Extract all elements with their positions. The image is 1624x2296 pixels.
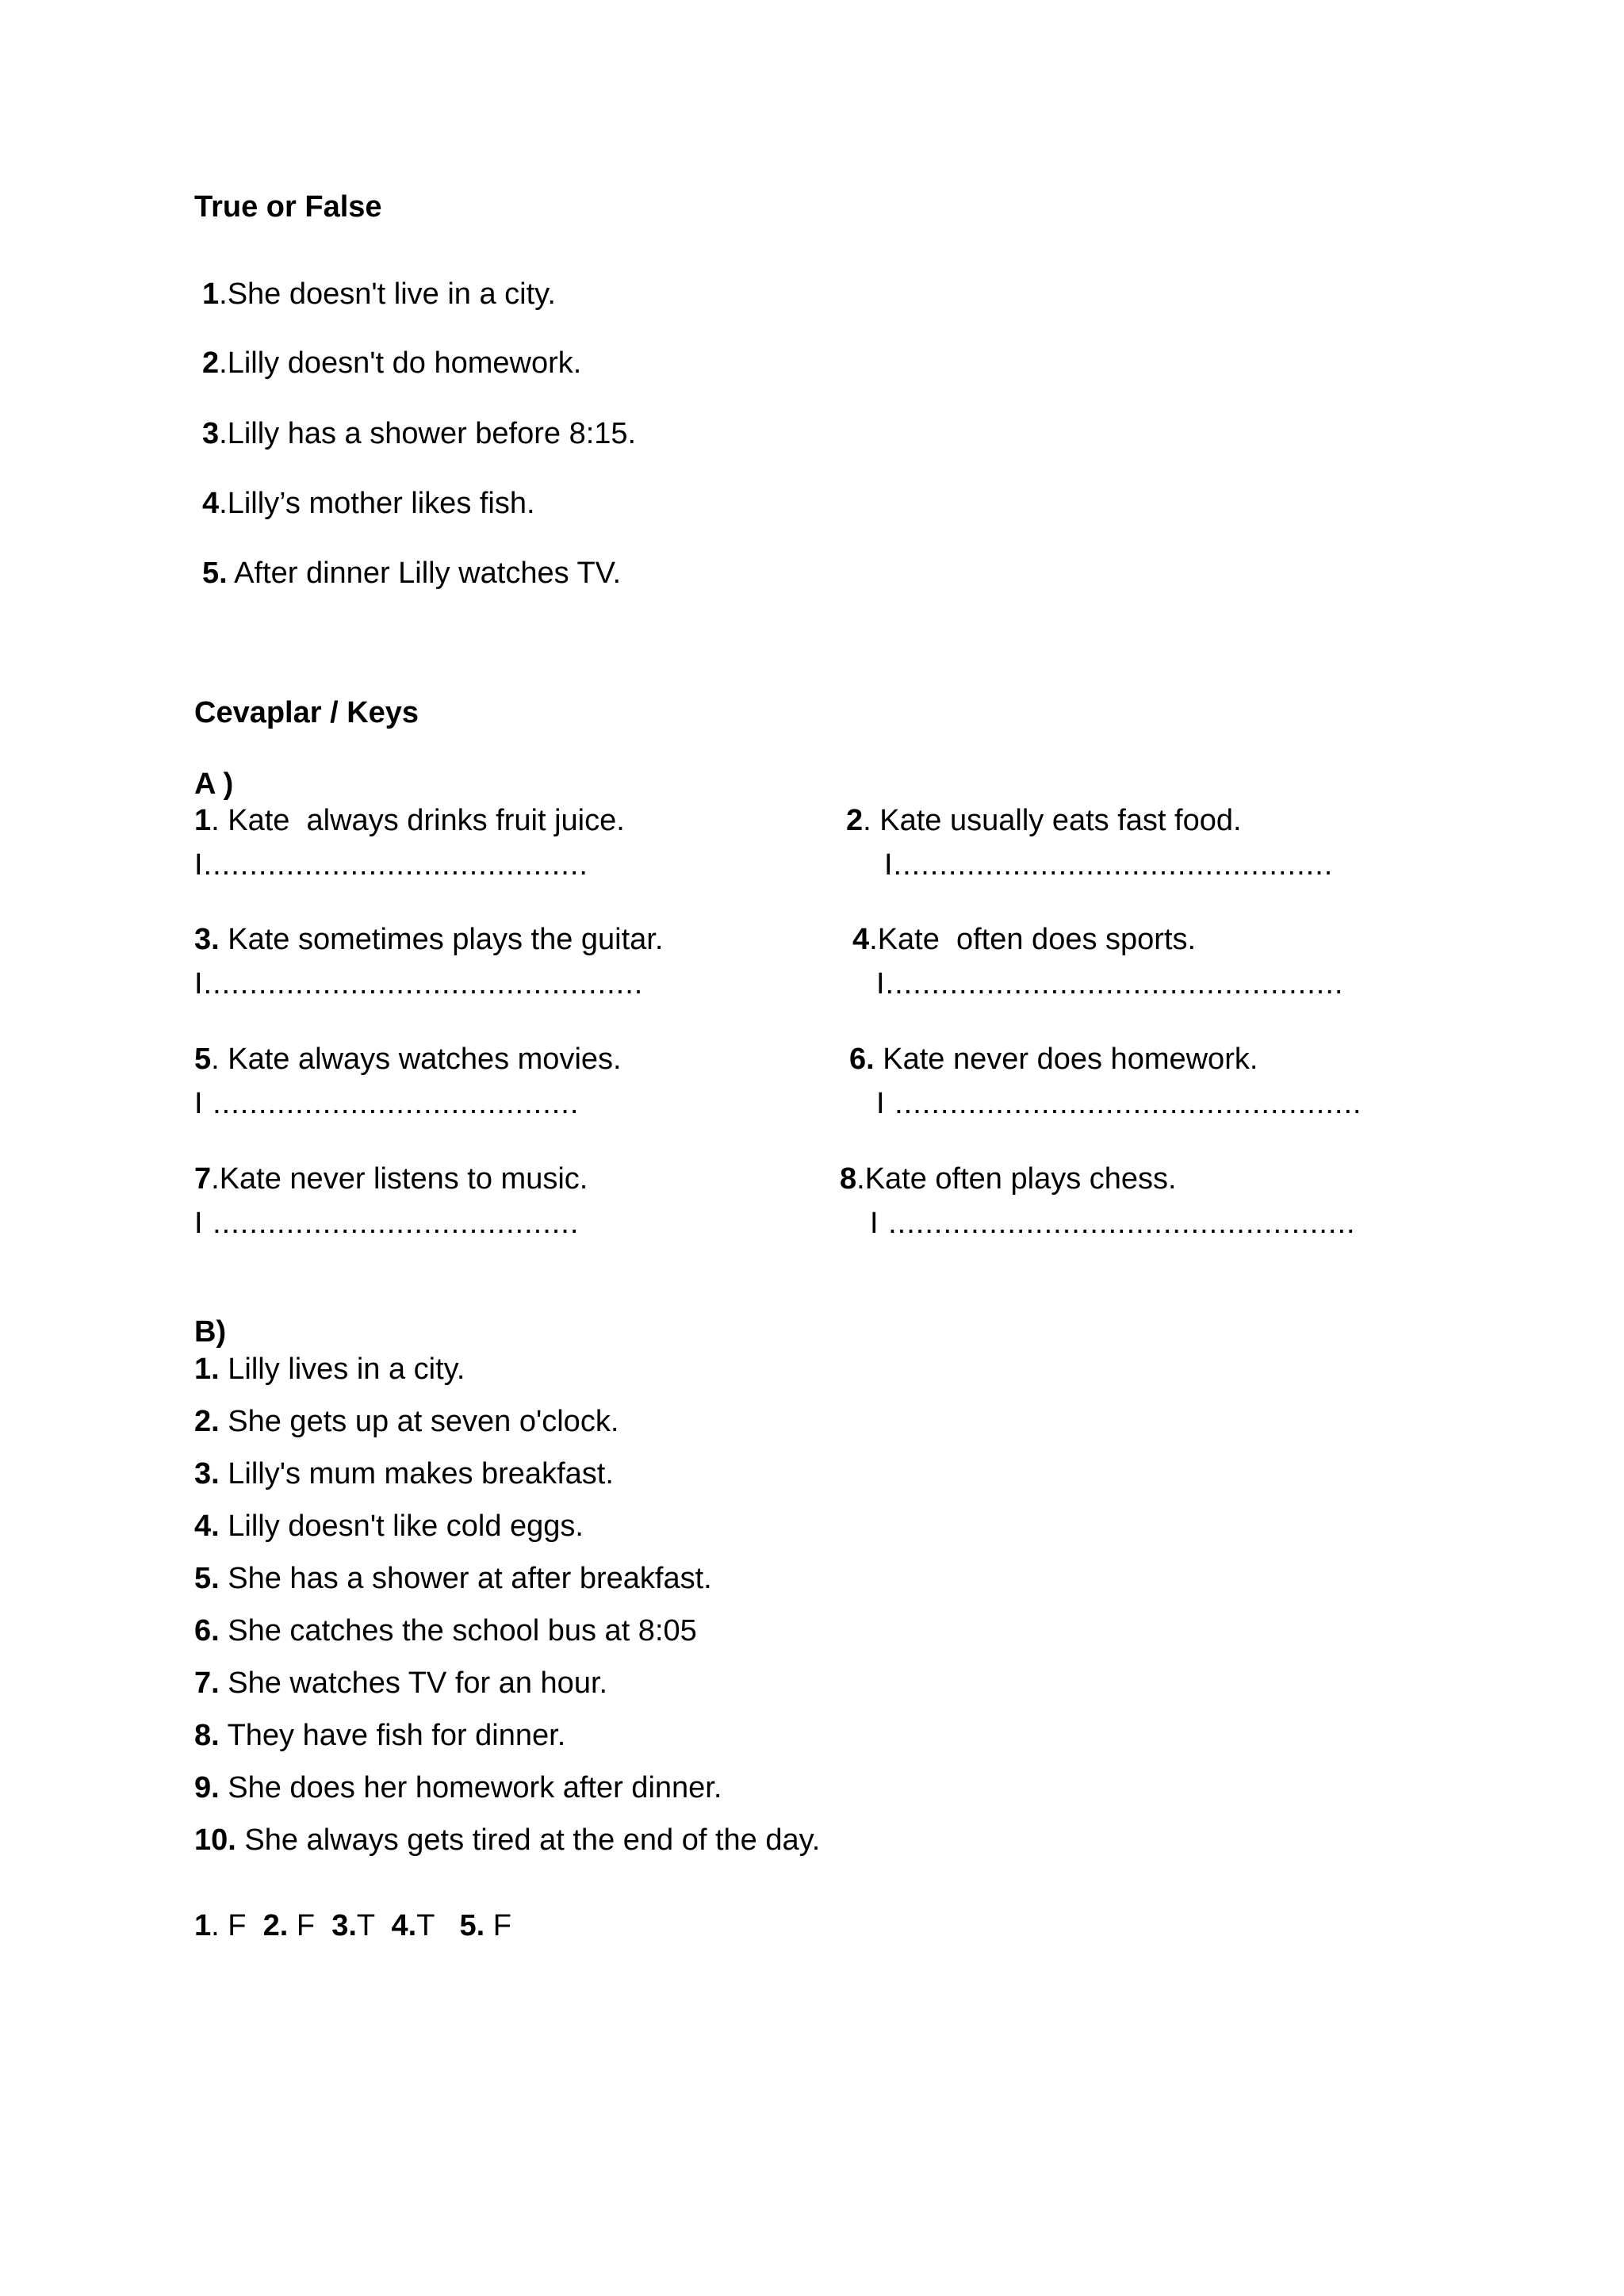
answer-blank: I ...................................................	[870, 1207, 1356, 1240]
part-b-item-number: 2.	[194, 1405, 220, 1438]
part-b-item	[194, 1667, 607, 1701]
tf-item-text: .She doesn't live in a city.	[219, 277, 556, 311]
answer-blank: I..........................................	[194, 848, 588, 882]
answer-blank: I................................................	[884, 848, 1334, 882]
part-b-item	[194, 1562, 712, 1596]
tf-item	[202, 277, 556, 312]
tf-answer-number: 1	[194, 1909, 212, 1942]
tf-item-number: 1	[202, 277, 220, 311]
part-a-item-text: .Kate often does sports.	[869, 923, 1197, 956]
part-b-item-number: 1.	[194, 1353, 220, 1386]
part-a-item	[849, 1043, 1258, 1077]
answer-blank: I..................................................	[876, 967, 1344, 1001]
part-b-item-number: 9.	[194, 1771, 220, 1804]
part-a-item	[194, 1162, 588, 1196]
part-a-item-text: .Kate never listens to music.	[211, 1162, 588, 1196]
part-b-item-number: 10.	[194, 1823, 236, 1857]
part-b-item-text: Lilly doesn't like cold eggs.	[219, 1510, 584, 1543]
tf-item-number: 5.	[202, 557, 228, 590]
part-b-item-text: She watches TV for an hour.	[219, 1667, 608, 1700]
tf-item	[202, 417, 636, 451]
part-a-item	[840, 1162, 1177, 1196]
tf-item-text: .Lilly’s mother likes fish.	[219, 487, 535, 520]
part-b-item-number: 5.	[194, 1562, 220, 1595]
part-a-item	[194, 1043, 622, 1077]
part-a-item-number: 3.	[194, 923, 220, 956]
tf-answer-number: 5.	[459, 1909, 485, 1942]
part-b-item-number: 7.	[194, 1667, 220, 1700]
part-a-item-text: Kate never does homework.	[874, 1043, 1258, 1076]
tf-answers	[194, 1909, 511, 1943]
tf-item	[202, 346, 581, 381]
part-b-item-text: She gets up at seven o'clock.	[219, 1405, 619, 1438]
part-b-item	[194, 1457, 614, 1491]
part-a-item-text: . Kate always drinks fruit juice.	[211, 804, 625, 837]
part-a-item-number: 2	[846, 804, 864, 837]
tf-answer-number: 3.	[331, 1909, 357, 1942]
part-a-item-text: . Kate always watches movies.	[211, 1043, 622, 1076]
part-a-item	[852, 923, 1196, 957]
answer-blank: I ........................................	[194, 1207, 580, 1240]
answer-blank: I ........................................	[194, 1087, 580, 1120]
part-a-item	[194, 804, 625, 838]
part-a-label: A )	[194, 767, 234, 801]
part-b-item-number: 6.	[194, 1614, 220, 1647]
part-b-item-text: She always gets tired at the end of the day.	[236, 1823, 821, 1857]
part-b-item	[194, 1719, 565, 1753]
part-a-item-number: 8	[840, 1162, 857, 1196]
tf-answer-value: T	[416, 1909, 460, 1942]
part-a-item-number: 6.	[849, 1043, 875, 1076]
part-b-item	[194, 1353, 465, 1387]
part-a-item-number: 5	[194, 1043, 212, 1076]
tf-item-number: 2	[202, 346, 220, 380]
part-b-item-number: 4.	[194, 1510, 220, 1543]
keys-title: Cevaplar / Keys	[194, 696, 419, 729]
part-b-item-text: They have fish for dinner.	[219, 1719, 566, 1752]
part-b-item	[194, 1614, 697, 1648]
tf-answer-value: T	[356, 1909, 392, 1942]
part-a-item-text: . Kate usually eats fast food.	[863, 804, 1242, 837]
tf-item-text: .Lilly has a shower before 8:15.	[219, 417, 637, 450]
tf-answer-number: 2.	[262, 1909, 289, 1942]
part-b-label: B)	[194, 1315, 227, 1349]
tf-item	[202, 487, 535, 521]
part-b-item	[194, 1510, 584, 1544]
part-b-item	[194, 1771, 722, 1805]
part-b-item	[194, 1405, 619, 1439]
part-b-item-number: 3.	[194, 1457, 220, 1490]
part-b-item-text: She catches the school bus at 8:05	[219, 1614, 697, 1647]
part-b-item-number: 8.	[194, 1719, 220, 1752]
tf-item-text: After dinner Lilly watches TV.	[227, 557, 622, 590]
part-b-item-text: Lilly's mum makes breakfast.	[219, 1457, 614, 1490]
part-a-item-number: 1	[194, 804, 212, 837]
tf-answer-value: . F	[211, 1909, 263, 1942]
answer-blank: I ...................................................	[876, 1087, 1362, 1120]
tf-answer-number: 4.	[391, 1909, 417, 1942]
part-a-item-number: 4	[852, 923, 870, 956]
tf-item-text: .Lilly doesn't do homework.	[219, 346, 582, 380]
answer-blank: I................................................	[194, 967, 644, 1001]
tf-item-number: 3	[202, 417, 220, 450]
tf-answer-value: F	[485, 1909, 511, 1942]
part-a-item-text: Kate sometimes plays the guitar.	[219, 923, 664, 956]
part-b-item-text: She does her homework after dinner.	[219, 1771, 722, 1804]
tf-item	[202, 557, 621, 591]
tf-item-number: 4	[202, 487, 220, 520]
part-b-item-text: Lilly lives in a city.	[219, 1353, 465, 1386]
part-a-item	[194, 923, 663, 957]
part-a-item	[846, 804, 1242, 838]
part-b-item-text: She has a shower at after breakfast.	[219, 1562, 712, 1595]
part-b-item	[194, 1823, 820, 1858]
part-a-item-text: .Kate often plays chess.	[856, 1162, 1177, 1196]
tf-title: True or False	[194, 190, 382, 224]
part-a-item-number: 7	[194, 1162, 212, 1196]
tf-answer-value: F	[288, 1909, 332, 1942]
